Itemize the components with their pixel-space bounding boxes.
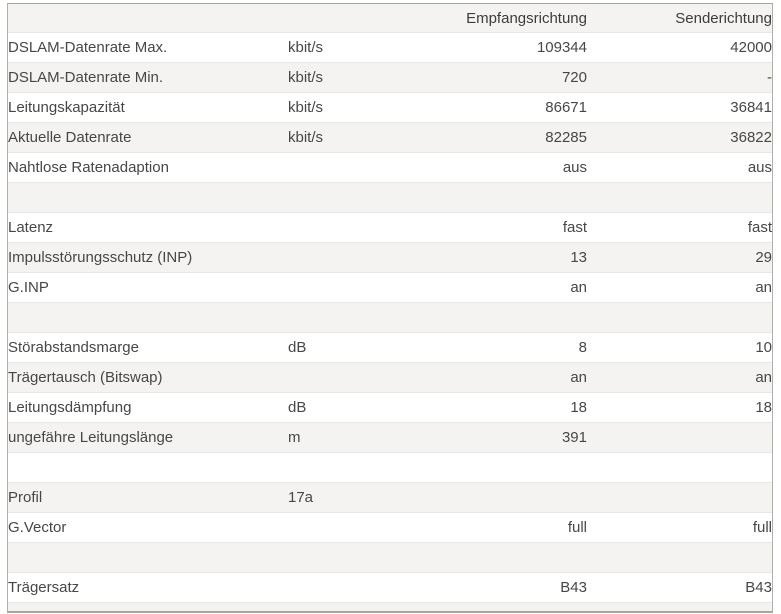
table-row xyxy=(8,423,772,453)
column-header-unit xyxy=(288,4,401,33)
row-rx-cell xyxy=(401,453,587,483)
table-row xyxy=(8,243,772,273)
row-rx-cell: 86671 xyxy=(545,99,587,116)
row-rx-cell xyxy=(401,543,587,573)
row-rx-cell: B43 xyxy=(560,579,587,596)
column-header-senderichtung: Senderichtung xyxy=(587,4,772,33)
row-tx-cell: 36822 xyxy=(730,129,772,146)
row-label-cell: Latenz xyxy=(8,219,54,236)
row-unit-cell xyxy=(288,453,401,483)
row-tx-cell: an xyxy=(755,279,772,296)
row-label-cell: G.INP xyxy=(8,279,49,296)
row-tx-cell xyxy=(587,543,772,573)
row-unit-cell xyxy=(288,183,401,213)
dsl-info-panel xyxy=(7,3,773,613)
row-unit-cell: kbit/s xyxy=(288,99,324,116)
row-label-cell: Profil xyxy=(8,489,43,506)
table-row xyxy=(8,93,772,123)
row-tx-cell xyxy=(587,483,772,513)
clipped-cell xyxy=(8,603,772,614)
row-label-cell xyxy=(8,543,288,573)
row-label-cell: ungefähre Leitungslänge xyxy=(8,429,174,446)
row-unit-cell: dB xyxy=(288,339,307,356)
spacer-row xyxy=(8,453,772,483)
row-unit-cell: kbit/s xyxy=(288,39,324,56)
spacer-row xyxy=(8,183,772,213)
row-unit-cell: kbit/s xyxy=(288,69,324,86)
table-row xyxy=(8,393,772,423)
row-label-cell: G.Vector xyxy=(8,519,67,536)
row-tx-cell: an xyxy=(755,369,772,386)
row-rx-cell xyxy=(401,483,587,513)
row-label-cell: Impulsstörungsschutz (INP) xyxy=(8,249,193,266)
row-rx-cell: 82285 xyxy=(545,129,587,146)
row-tx-cell xyxy=(587,303,772,333)
table-row xyxy=(8,573,772,603)
table-row xyxy=(8,213,772,243)
row-label-cell: DSLAM-Datenrate Max. xyxy=(8,39,168,56)
spacer-row xyxy=(8,543,772,573)
table-row xyxy=(8,153,772,183)
row-tx-cell: fast xyxy=(747,219,772,236)
row-label-cell: Trägersatz xyxy=(8,579,80,596)
column-header-label xyxy=(8,4,288,33)
table-header xyxy=(8,4,772,33)
row-tx-cell: 29 xyxy=(755,249,772,266)
row-label-cell xyxy=(8,303,288,333)
row-label-cell: Störabstandsmarge xyxy=(8,339,139,356)
row-unit-cell xyxy=(288,543,401,573)
table-row xyxy=(8,333,772,363)
row-unit-cell xyxy=(288,363,401,393)
dsl-info-table xyxy=(8,4,772,613)
row-rx-cell: full xyxy=(567,519,587,536)
row-rx-cell: 109344 xyxy=(536,39,587,56)
table-row xyxy=(8,63,772,93)
row-unit-cell xyxy=(288,303,401,333)
table-row xyxy=(8,273,772,303)
row-label-cell: DSLAM-Datenrate Min. xyxy=(8,69,164,86)
row-unit-cell: m xyxy=(288,429,301,446)
row-label-cell: Aktuelle Datenrate xyxy=(8,129,132,146)
row-label-cell: Leitungskapazität xyxy=(8,99,125,116)
row-unit-cell xyxy=(288,513,401,543)
row-unit-cell xyxy=(288,153,401,183)
table-row xyxy=(8,513,772,543)
row-unit-cell xyxy=(288,273,401,303)
table-row xyxy=(8,363,772,393)
row-label-cell: Leitungsdämpfung xyxy=(8,399,132,416)
row-rx-cell: 13 xyxy=(570,249,587,266)
table-row xyxy=(8,483,772,513)
row-rx-cell: 18 xyxy=(570,399,587,416)
row-tx-cell: B43 xyxy=(745,579,772,596)
row-rx-cell: aus xyxy=(562,159,587,176)
row-unit-cell: kbit/s xyxy=(288,129,324,146)
row-unit-cell: 17a xyxy=(288,489,314,506)
row-tx-cell: 36841 xyxy=(730,99,772,116)
table-body xyxy=(8,33,772,614)
clipped-row xyxy=(8,603,772,614)
row-tx-cell: aus xyxy=(747,159,772,176)
row-unit-cell xyxy=(288,213,401,243)
row-rx-cell: an xyxy=(570,279,587,296)
table-row xyxy=(8,123,772,153)
header-row xyxy=(8,4,772,33)
row-label-cell xyxy=(8,183,288,213)
row-tx-cell xyxy=(587,453,772,483)
row-tx-cell: 42000 xyxy=(730,39,772,56)
row-rx-cell xyxy=(401,303,587,333)
row-tx-cell xyxy=(587,423,772,453)
table-row xyxy=(8,33,772,63)
row-rx-cell: fast xyxy=(562,219,587,236)
column-header-empfangsrichtung: Empfangsrichtung xyxy=(401,4,587,33)
row-tx-cell: 18 xyxy=(755,399,772,416)
spacer-row xyxy=(8,303,772,333)
row-tx-cell xyxy=(587,183,772,213)
row-unit-cell xyxy=(288,573,401,603)
row-rx-cell: an xyxy=(570,369,587,386)
row-rx-cell: 8 xyxy=(578,339,587,356)
row-rx-cell xyxy=(401,183,587,213)
row-label-cell: Nahtlose Ratenadaption xyxy=(8,159,169,176)
row-tx-cell: 10 xyxy=(755,339,772,356)
row-rx-cell: 391 xyxy=(561,429,587,446)
row-rx-cell: 720 xyxy=(561,69,587,86)
row-label-cell xyxy=(8,453,288,483)
row-unit-cell xyxy=(288,243,401,273)
row-tx-cell: full xyxy=(752,519,772,536)
row-label-cell: Trägertausch (Bitswap) xyxy=(8,369,163,386)
row-tx-cell: - xyxy=(767,69,772,86)
row-unit-cell: dB xyxy=(288,399,307,416)
